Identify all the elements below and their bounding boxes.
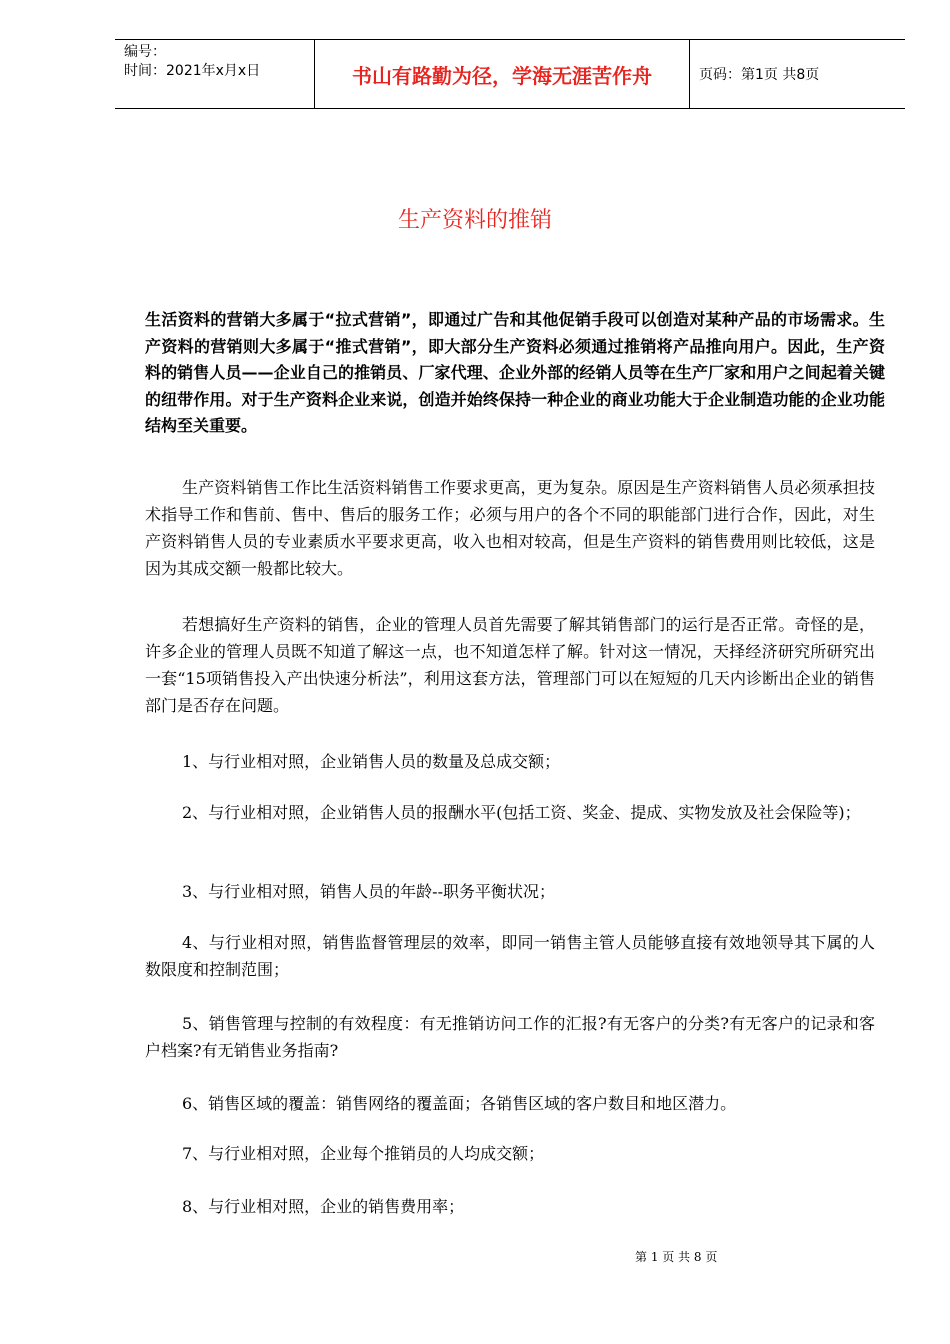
header-table: [115, 39, 905, 109]
list-item-1: 1、与行业相对照，企业销售人员的数量及总成交额；: [182, 752, 561, 771]
list-item-6: 6、销售区域的覆盖：销售网络的覆盖面；各销售区域的客户数目和地区潜力。: [182, 1094, 737, 1113]
list-item-5: 5、销售管理与控制的有效程度：有无推销访问工作的汇报?有无客户的分类?有无客户的记录和客户档案?有无销售业务指南?: [145, 1014, 875, 1060]
list-item-7: 7、与行业相对照，企业每个推销员的人均成交额；: [182, 1144, 545, 1163]
header-info-cell: [115, 40, 315, 108]
list-item-8: 8、与行业相对照，企业的销售费用率；: [182, 1197, 465, 1216]
header-page-label: 页码：第1页 共8页: [699, 67, 820, 83]
list-item-2: 2、与行业相对照，企业销售人员的报酬水平(包括工资、奖金、提成、实物发放及社会保险等)；: [182, 803, 861, 822]
list-item-3: 3、与行业相对照，销售人员的年龄--职务平衡状况；: [182, 882, 555, 901]
paragraph-2: 生产资料销售工作比生活资料销售工作要求更高，更为复杂。原因是生产资料销售人员必须承担技术指导工作和售前、售中、售后的服务工作；必须与用户的各个不同的职能部门进行合作，因此，对生产资料销售人员的专业素质水平要求更高，收入也相对较高，但是生产资料的销售费用则比较低，这是因为其成交额一般都比较大。: [145, 478, 875, 578]
number-label: 编号：: [124, 44, 166, 60]
time-label: 时间：2021年x月x日: [124, 63, 261, 79]
list-item-4: 4、与行业相对照，销售监督管理层的效率，即同一销售主管人员能够直接有效地领导其下属的人数限度和控制范围；: [145, 933, 875, 979]
intro-paragraph: 生活资料的营销大多属于“拉式营销”，即通过广告和其他促销手段可以创造对某种产品的市场需求。生产资料的营销则大多属于“推式营销”，即大部分生产资料必须通过推销将产品推向用户。因此，生产资料的销售人员——企业自己的推销员、厂家代理、企业外部的经销人员等在生产厂家和用户之间起着关键的纽带作用。对于生产资料企业来说，创造并始终保持一种企业的商业功能大于企业制造功能的企业功能结构至关重要。: [145, 310, 885, 435]
page-footer: 第 1 页 共 8 页: [635, 1250, 718, 1264]
document-title: 生产资料的推销: [397, 208, 552, 233]
paragraph-3: 若想搞好生产资料的销售，企业的管理人员首先需要了解其销售部门的运行是否正常。奇怪的是，许多企业的管理人员既不知道了解这一点，也不知道怎样了解。针对这一情况，天择经济研究所研究出一套“15项销售投入产出快速分析法”，利用这套方法，管理部门可以在短短的几天内诊断出企业的销售部门是否存在问题。: [145, 615, 875, 715]
header-motto: 书山有路勤为径，学海无涯苦作舟: [315, 40, 690, 108]
